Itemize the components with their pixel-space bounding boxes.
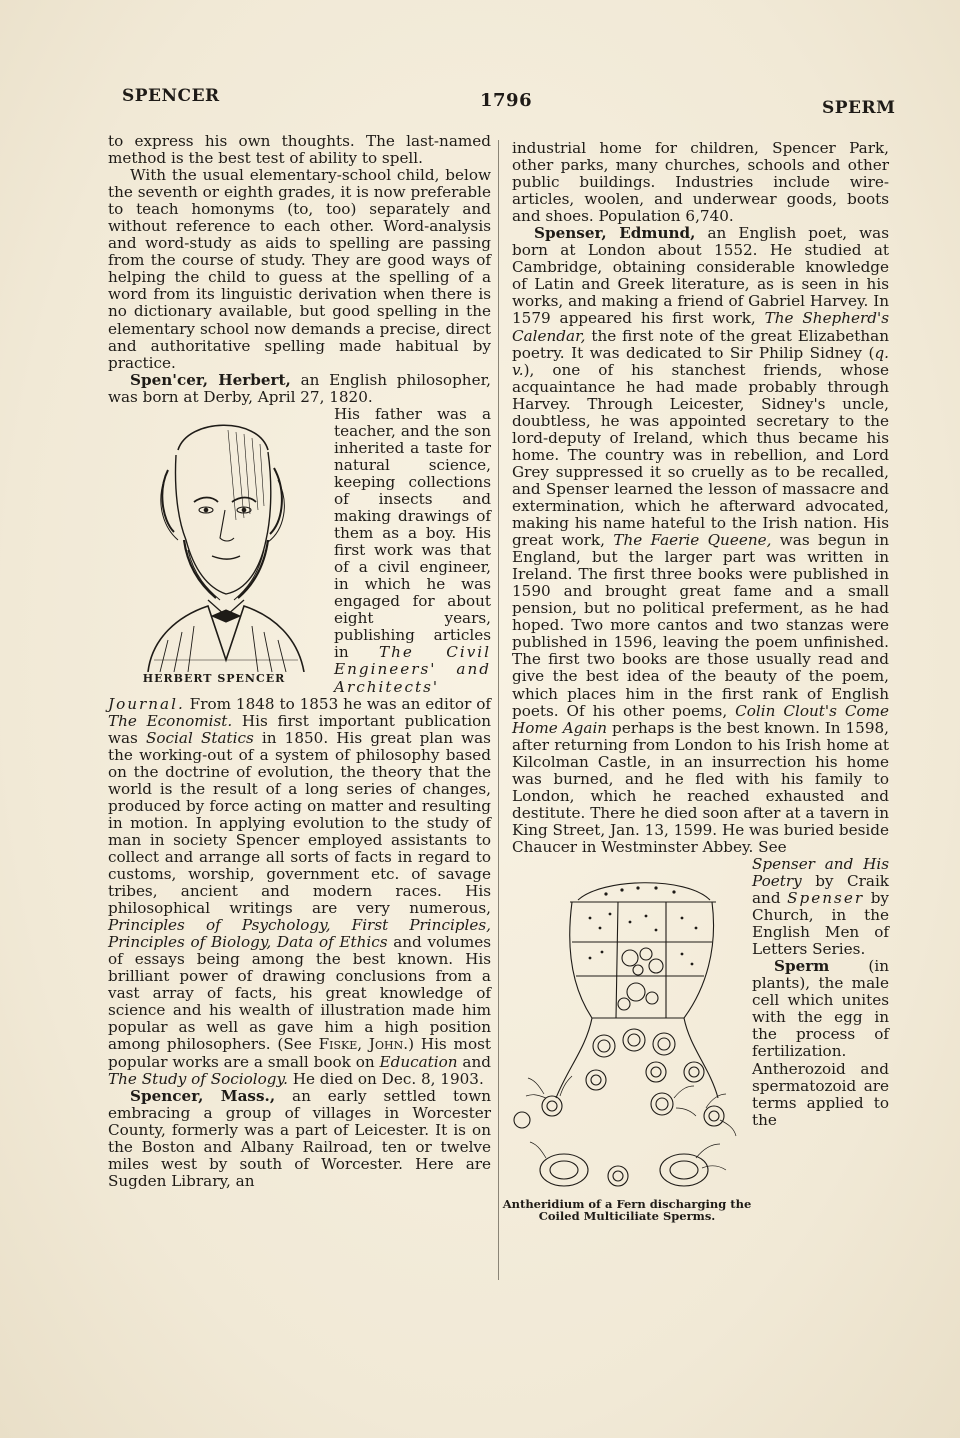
entry-headword-sperm: Sperm (774, 957, 830, 976)
italic-colin-clout: Colin Clout's Come Home Again (512, 701, 890, 737)
italic-qv: q. v. (512, 343, 889, 379)
herbert-spencer-entry-intro: Spen'cer, Herbert, an English philosopher, was born at Derby, April 27, 1820. (108, 370, 491, 406)
figure-caption: Antheridium of a Fern discharging the Coiled Multiciliate Sperms. (502, 1196, 752, 1223)
italic-economist: The Economist. (108, 711, 233, 730)
italic-journal-title: The Civil Engineers' and Architects' Journal. (108, 643, 491, 713)
left-column (108, 133, 491, 1190)
spencer-mass-continued: industrial home for children, Spencer Park, other parks, many churches, schools and other public buildings. Industries include wire-articles, woolen, and underwear goods, boots and shoes. Population 6,740. (512, 139, 889, 226)
spenser-edmund-entry: Spenser, Edmund, an English poet, was born at London about 1552. He studied at Cambridge, obtaining considerable knowledge of Latin and Greek literature, as is seen in his works, and making a friend of Gabriel Harvey. In 1579 appeared his first work, The Shepherd's Calendar, the first note of the great Elizabethan poetry. It was dedicated to Sir Philip Sidney (q. v.), one of his stanchest friends, whose acquaintance he had made probably through Harvey. Through Leicester, Sidney's uncle, doubtless, he was appointed secretary to the lord-deputy of Ireland, which thus became his home. The country was in rebellion, and Lord Grey suppressed it so cruelly as to be recalled, and Spenser learned the lesson of massacre and extermination, which he afterward advocated, making his name hateful to the Irish nation. His great work, The Faerie Queene, was begun in England, but the larger part was written in Ireland. The first three books were published in 1590 and brought great fame and a small pension, but no political preferment, as he had hoped. Two more cantos and two stanzas were published in 1596, leaving the poem unfinished. The first two books are those usually read and give the best idea of the beauty of the poem, which places him in the first rank of English poets. Of his other poems, Colin Clout's Come Home Again perhaps is the best known. In 1598, after returning from London to his Irish home at Kilcolman Castle, in an insurrection his home was burned, and he fled with his family to London, which he reached exhausted and destitute. There he died soon after at a tavern in King Street, Jan. 13, 1599. He was buried beside Chaucer in Westminster Abbey. See (512, 224, 890, 856)
page-number: 1796 (480, 90, 533, 111)
running-head-left: SPENCER (122, 86, 220, 106)
column-divider (498, 140, 499, 1280)
italic-faerie-queene: The Faerie Queene, (613, 531, 772, 550)
running-head-right: SPERM (822, 98, 896, 118)
antheridium-figure (502, 858, 752, 1226)
sperm-entry: Sperm (in plants), the male cell which unites with the egg in the process of fertilization. Antherozoid and spermatozoid are terms applied to the (752, 957, 889, 1129)
italic-shepherds-calendar: The Shepherd's Calendar, (512, 309, 889, 345)
spenser-edmund-entry-end: Spenser and His Poetry by Craik and Spenser by Church, in the English Men of Letters Series. (752, 854, 889, 959)
portrait-figure (108, 410, 328, 690)
spelling-paragraph: With the usual elementary-school child, below the seventh or eighth grades, it is now preferable to teach homonyms (to, too) separately and without reference to each other. Word-analysis and word-study as aids to spelling are passing from the course of study. They are good ways of helping the child to guess at the spelling of a word from its linguistic derivation when there is no dictionary available, but good spelling in the elementary school now demands a precise, direct and authoritative spelling made habitual by practice. (108, 166, 491, 372)
italic-education: Education (379, 1052, 458, 1071)
herbert-spencer-portrait (108, 410, 320, 672)
italic-sociology: The Study of Sociology. (108, 1069, 288, 1088)
right-column (502, 139, 890, 1226)
spencer-mass-entry: Spencer, Mass., an early settled town embracing a group of villages in Worcester County, formerly was a part of Leicester. It is on the Boston and Albany Railroad, ten or twelve miles west by south of Worcester. Here are Sugden Library, an (108, 1086, 491, 1190)
entry-headword-spencer-mass: Spencer, Mass., (130, 1086, 276, 1105)
entry-headword-herbert-spencer: Spen'cer, Herbert, (130, 370, 291, 389)
entry-headword-spenser: Spenser, Edmund, (534, 224, 696, 243)
italic-social-statics: Social Statics (145, 728, 254, 747)
italic-spenser: Spenser (787, 889, 865, 908)
italic-works-list: Principles of Psychology, First Principles, Principles of Biology, Data of Ethics (108, 916, 491, 952)
herbert-spencer-entry-body: His father was a teacher, and the son inherited a taste for natural science, keeping collections of insects and making drawings of them as a boy. His first work was that of a civil engineer, in which he was engaged for about eight years, publishing articles in The Civil Engineers' and Architects' Journal. From 1848 to 1853 he was an editor of The Economist. His first important publication was Social Statics in 1850. His great plan was the working-out of a system of philosophy based on the doctrine of evolution, the theory that the world is the result of a long series of changes, produced by force acting on matter and resulting in motion. In applying evolution to the study of man in society Spencer employed assistants to collect and arrange all sorts of facts in regard to customs, worship, government etc. of savage tribes, ancient and modern races. His philosophical writings are very numerous, Principles of Psychology, First Principles, Principles of Biology, Data of Ethics and volumes of essays being among the best known. His brilliant power of drawing conclusions from a vast array of facts, his great knowledge of science and his wealth of illustration made him popular as well as gave him a high position among philosophers. (See Fiske, John.) His most popular works are a small book on Education and The Study of Sociology. He died on Dec. 8, 1903. (108, 404, 491, 1088)
portrait-caption: HERBERT SPENCER (142, 671, 286, 685)
spelling-paragraph-end: to express his own thoughts. The last-named method is the best test of ability to spell. (108, 132, 491, 168)
italic-spenser-and-his-poetry: Spenser and His Poetry (752, 854, 889, 891)
cross-reference-fiske: Fiske, John. (318, 1035, 409, 1054)
antheridium-illustration (506, 858, 746, 1198)
